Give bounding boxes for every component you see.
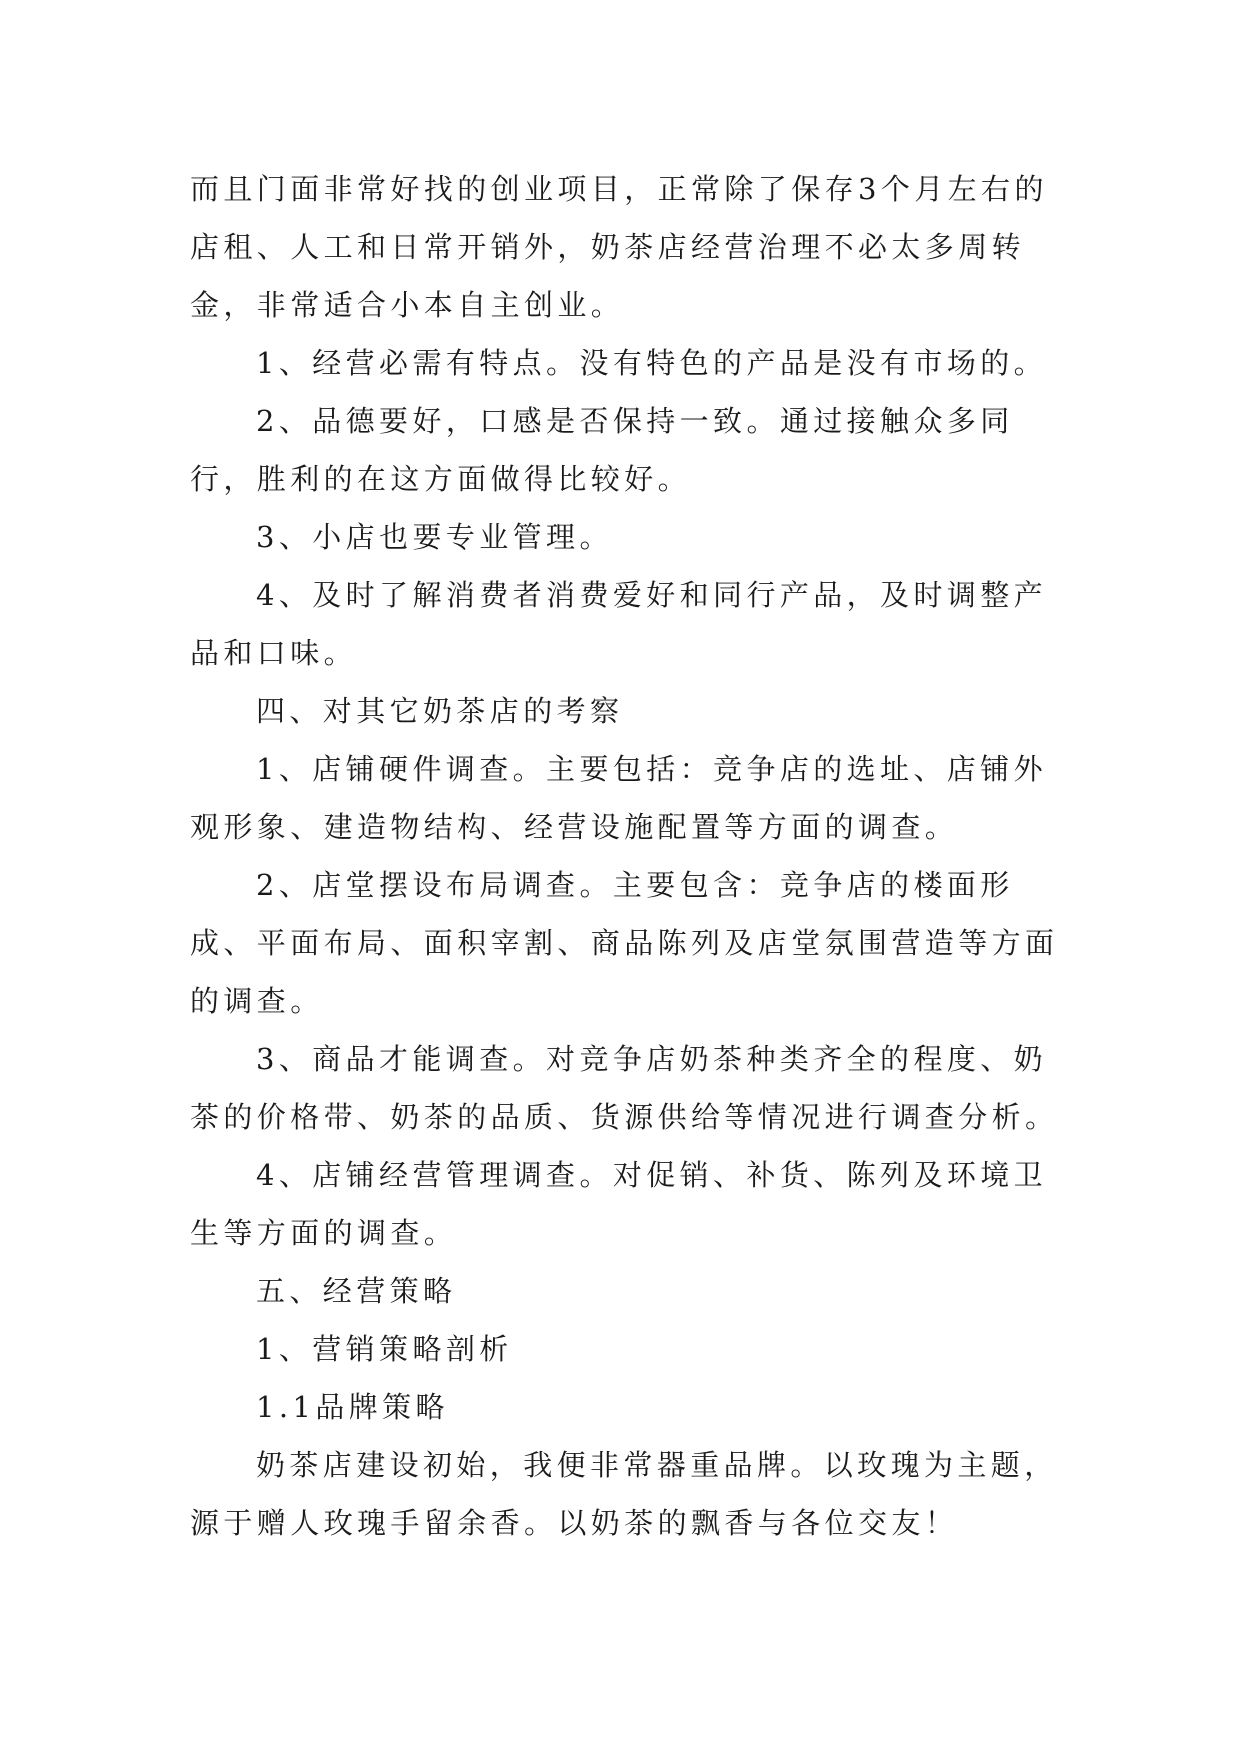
paragraph-point-1: 1、经营必需有特点。没有特色的产品是没有市场的。 [256, 346, 1048, 380]
subsection-heading-1: 1、营销策略剖析 [256, 1332, 513, 1366]
paragraph-survey-3: 3、商品才能调查。对竞争店奶茶种类齐全的程度、奶茶的价格带、奶茶的品质、货源供给等情况进行调查分析。 [190, 1042, 1059, 1134]
subsection-heading-1-1: 1.1品牌策略 [256, 1390, 449, 1424]
document-body [190, 160, 1070, 1552]
paragraph-point-4: 4、及时了解消费者消费爱好和同行产品，及时调整产品和口味。 [190, 578, 1048, 670]
paragraph-survey-2: 2、店堂摆设布局调查。主要包含：竞争店的楼面形成、平面布局、面积宰割、商品陈列及店堂氛围营造等方面的调查。 [190, 868, 1059, 1018]
paragraph-point-2: 2、品德要好，口感是否保持一致。通过接触众多同行，胜利的在这方面做得比较好。 [190, 404, 1014, 496]
section-heading-4: 四、对其它奶茶店的考察 [256, 694, 624, 728]
section-heading-5: 五、经营策略 [256, 1274, 457, 1308]
paragraph-survey-1: 1、店铺硬件调查。主要包括：竞争店的选址、店铺外观形象、建造物结构、经营设施配置等方面的调查。 [190, 752, 1048, 844]
paragraph-point-3: 3、小店也要专业管理。 [256, 520, 613, 554]
paragraph-intro: 而且门面非常好找的创业项目，正常除了保存3个月左右的店租、人工和日常开销外，奶茶店经营治理不必太多周转金，非常适合小本自主创业。 [190, 172, 1048, 322]
paragraph-survey-4: 4、店铺经营管理调查。对促销、补货、陈列及环境卫生等方面的调查。 [190, 1158, 1048, 1250]
paragraph-brand-strategy: 奶茶店建设初始，我便非常器重品牌。以玫瑰为主题，源于赠人玫瑰手留余香。以奶茶的飘香与各位交友！ [190, 1448, 1058, 1540]
